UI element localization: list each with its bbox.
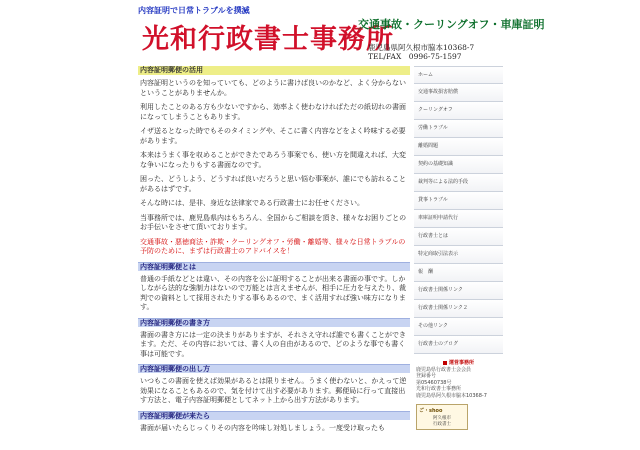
- section-title: 内容証明郵便の出し方: [138, 364, 410, 373]
- highlight-paragraph: 交通事故・悪徳商法・詐欺・クーリングオフ・労働・離婚等、様々な日常トラブルの予防のために、まずは行政書士のアドバイスを！: [140, 237, 406, 255]
- office-tel: TEL/FAX 0996-75-1597: [368, 52, 462, 61]
- sidebar-item-cooling-off[interactable]: クーリングオフ: [414, 102, 503, 120]
- office-info-line: 登録番号: [416, 373, 437, 379]
- sidebar-item-fees[interactable]: 報 酬: [414, 264, 503, 282]
- paragraph: 困った、どうしよう、どうすれば良いだろうと思い悩む事案が、誰にでも訪れることがあるはずです。: [140, 175, 406, 193]
- sidebar-item-commerce-law[interactable]: 特定商取引法表示: [414, 246, 503, 264]
- paragraph: いつもこの書面を使えば効果があるとは限りません。うまく使わないと、かえって逆効果になることもあるので、気を付けて出す必要があります。郵便局に行って直接出す方法と、電子内容証明郵便としてネット上から出す方法があります。: [140, 377, 407, 404]
- office-address: 鹿児島県阿久根市脇本10368-7: [368, 43, 475, 52]
- banner-subtitle: 阿久根市: [433, 416, 451, 421]
- scrivener-banner[interactable]: [416, 404, 468, 430]
- paragraph: そんな時には、是非、身近な法律家である行政書士にお任せください。: [140, 199, 364, 207]
- section-title: 内容証明郵便が来たら: [138, 411, 410, 420]
- sidebar-item-rental[interactable]: 貸事トラブル: [414, 192, 503, 210]
- sidebar-item-labor[interactable]: 労働トラブル: [414, 120, 503, 138]
- sidebar-item-traffic-accident[interactable]: 交通事故損害賠償: [414, 84, 503, 102]
- paragraph: 内容証明というのを知っていても、どのように書けば良いのかなど、よく分からないということがありませんか。: [140, 79, 406, 97]
- section-title: 内容証明郵便とは: [138, 262, 410, 271]
- office-name-logo[interactable]: 光和行政書士事務所: [142, 24, 394, 55]
- sidebar-item-links-1[interactable]: 行政書士関係リンク: [414, 282, 503, 300]
- banner-subtitle: 行政書士: [433, 422, 451, 427]
- sidebar-nav: [414, 66, 503, 450]
- sidebar-item-home[interactable]: ホーム: [414, 66, 503, 84]
- paragraph: 本来はうまく事を収めることができたであろう事案でも、使い方を間違えれば、大変な争いになったりもする書面なのです。: [140, 151, 406, 169]
- office-info-line: 鹿児島県阿久根市脇本10368-7: [416, 392, 487, 399]
- paragraph: 書面の書き方には一定の決まりがありますが、それさえ守れば誰でも書くことができます。ただ、その内容においては、書く人の自由があるので、どのような事でも書く事は可能です。: [140, 330, 406, 358]
- sidebar-item-other-links[interactable]: その他リンク: [414, 318, 503, 336]
- paragraph: 当事務所では、鹿児島県内はもちろん、全国からご相談を頂き、様々なお困りごとのお手伝いをさせて頂いております。: [140, 213, 407, 231]
- office-info-line: 光和行政書士事務所: [416, 386, 462, 392]
- sidebar-item-links-2[interactable]: 行政書士関係リンク２: [414, 300, 503, 318]
- section-title: 内容証明郵便の活用: [138, 66, 410, 75]
- sidebar-item-divorce[interactable]: 離婚問題: [414, 138, 503, 156]
- sidebar-item-garage-cert[interactable]: 車庫証明申請代行: [414, 210, 503, 228]
- paragraph: 書面が届いたらじっくりその内容を吟味し対処しましょう。一度受け取ったも: [140, 423, 385, 432]
- office-info-line: 鹿児島県行政書士会会員: [416, 366, 472, 373]
- sidebar-item-legal-means[interactable]: 裁判等による法的手段: [414, 174, 503, 192]
- office-info-heading: 運営事務所: [448, 360, 474, 366]
- paragraph: 普通の手紙などとは違い、その内容を公に証明することが出来る書面の事です。しかしながら法的な強制力はないので万能とは言えませんが、相手に圧力を与えたり、裁判での資料として採用されたりする事もあるので、まく活用すれば強い味方になります。: [140, 274, 406, 311]
- banner-logo: ご・shoo: [419, 408, 443, 414]
- sidebar-item-blog[interactable]: 行政書士のブログ: [414, 336, 503, 354]
- site-header: [138, 0, 545, 64]
- red-square-icon: [443, 361, 447, 365]
- paragraph: イザ送るとなった時でもそのタイミングや、そこに書く内容などをよく吟味する必要があります。: [140, 127, 406, 145]
- office-info-line: 第05460738号: [416, 379, 452, 386]
- section-title: 内容証明郵便の書き方: [138, 318, 410, 327]
- services-heading: 交通事故・クーリングオフ・車庫証明: [358, 18, 545, 31]
- sidebar-item-about-scrivener[interactable]: 行政書士とは: [414, 228, 503, 246]
- main-content: [138, 66, 410, 450]
- paragraph: 利用したことのある方も少ないですから、効率よく使わなければただの紙切れの書面になってしまうこともあります。: [140, 103, 406, 121]
- sidebar-item-contract[interactable]: 契約の基礎知識: [414, 156, 503, 174]
- office-info: [414, 358, 503, 401]
- tagline: 内容証明で日常トラブルを撲滅: [138, 6, 250, 15]
